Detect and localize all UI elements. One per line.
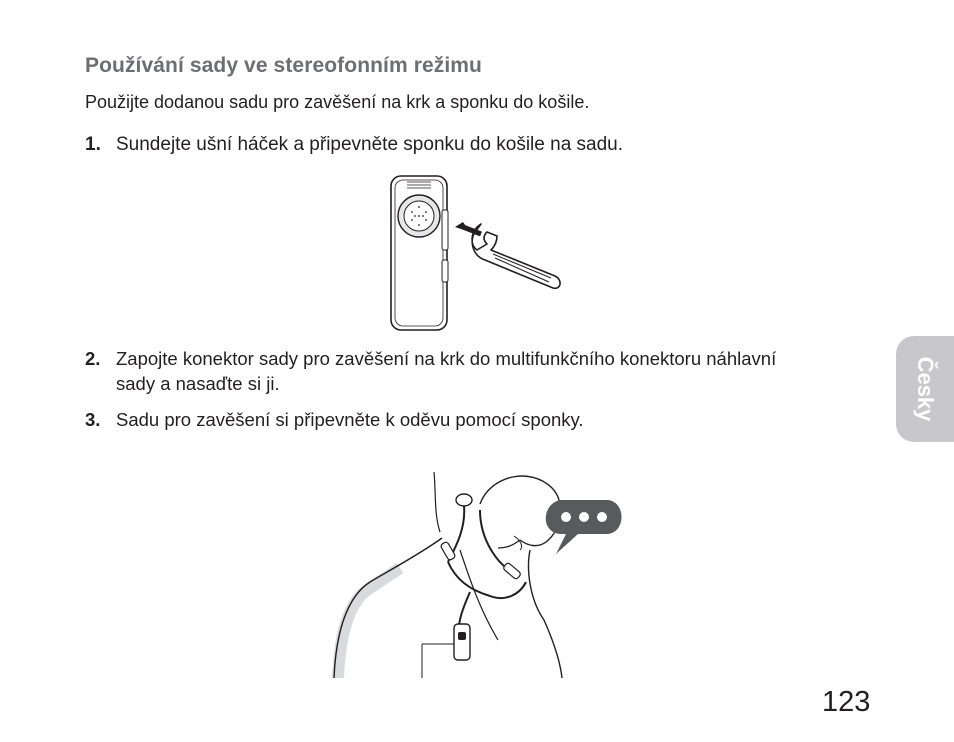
language-label: Česky xyxy=(913,356,938,422)
step-text: Zapojte konektor sady pro zavěšení na krk do multifunkčního konektoru náhlavní sady a nasaďte si ji. xyxy=(116,348,777,394)
section-heading: Používání sady ve stereofonním režimu xyxy=(85,54,482,77)
person-wearing-headset-illustration xyxy=(330,470,630,678)
step-number: 1. xyxy=(85,134,101,155)
step-number: 2. xyxy=(85,348,101,369)
language-side-tab-label xyxy=(903,341,947,437)
page-number: 123 xyxy=(822,686,871,718)
step-text: Sadu pro zavěšení si připevněte k oděvu pomocí sponky. xyxy=(116,409,584,430)
step-number: 3. xyxy=(85,409,101,430)
intro-text: Použijte dodanou sadu pro zavěšení na krk a sponku do košile. xyxy=(85,92,590,112)
step-text: Sundejte ušní háček a připevněte sponku do košile na sadu. xyxy=(116,134,624,155)
speech-bubble-icon xyxy=(546,500,622,554)
headset-clip-illustration xyxy=(385,172,575,332)
